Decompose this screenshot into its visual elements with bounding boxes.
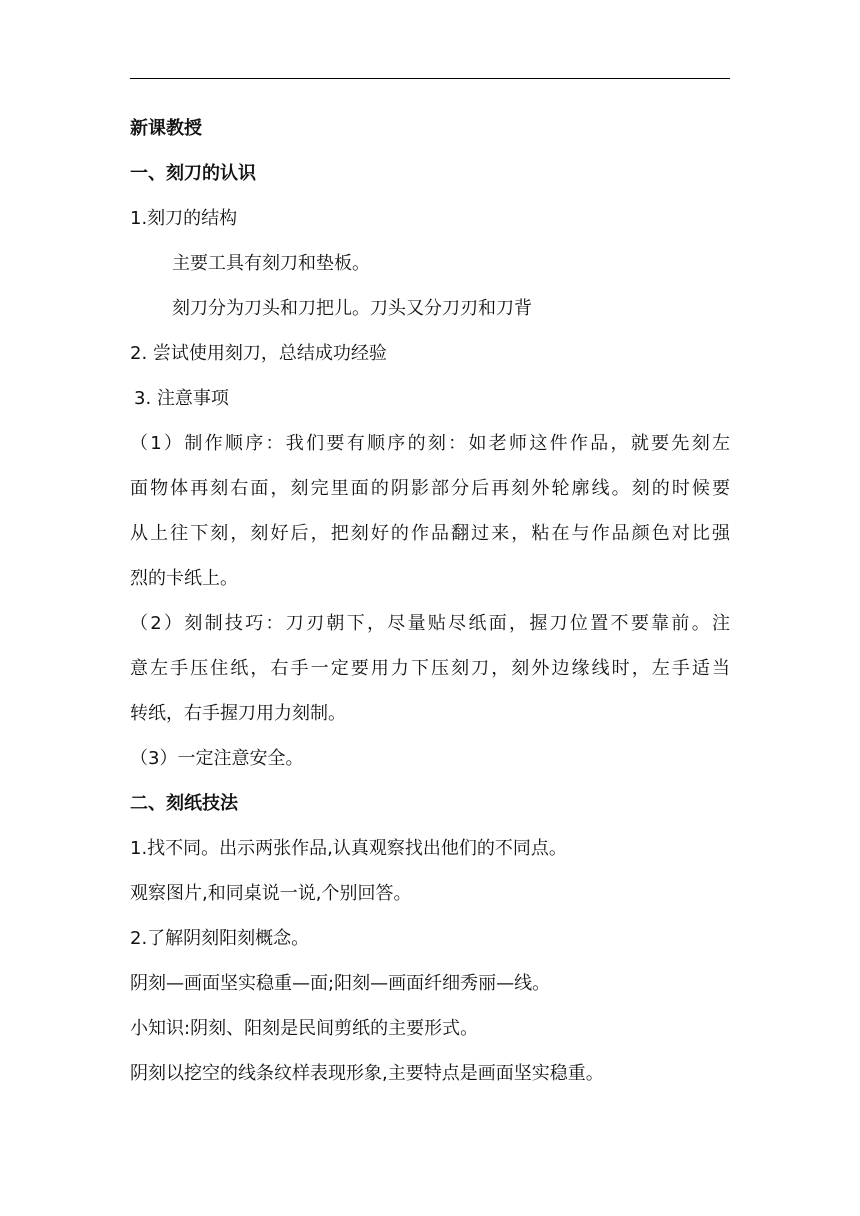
section1-title: 一、刻刀的认识	[130, 163, 256, 184]
document-body	[130, 110, 730, 1085]
header-rule	[130, 78, 730, 79]
section2-line2: 观察图片,和同桌说一说,个别回答。	[130, 883, 412, 904]
section1-item3-title: 3. 注意事项	[134, 388, 229, 409]
note1-line: 从上往下刻，刻好后，把刻好的作品翻过来，粘在与作品颜色对比强	[130, 523, 730, 544]
section2-line3: 2.了解阴刻阳刻概念。	[130, 928, 310, 949]
note1-line: 烈的卡纸上。	[130, 568, 238, 589]
note1-paragraph	[130, 433, 730, 590]
section1-item1-line1: 主要工具有刻刀和垫板。	[172, 253, 370, 274]
note2-line: 意左手压住纸，右手一定要用力下压刻刀，刻外边缘线时，左手适当	[130, 658, 730, 679]
heading-main: 新课教授	[130, 118, 202, 139]
section2-line4: 阴刻—画面坚实稳重—面;阳刻—画面纤细秀丽—线。	[130, 973, 551, 994]
section1-item1-title: 1.刻刀的结构	[130, 208, 238, 229]
section1-item1-line2: 刻刀分为刀头和刀把儿。刀头又分刀刃和刀背	[172, 298, 532, 319]
section2-line1: 1.找不同。出示两张作品,认真观察找出他们的不同点。	[130, 838, 567, 859]
note1-line: （1）制作顺序：我们要有顺序的刻：如老师这件作品，就要先刻左	[130, 433, 730, 454]
note2-paragraph	[130, 613, 730, 725]
section2-line5: 小知识:阴刻、阳刻是民间剪纸的主要形式。	[130, 1018, 479, 1039]
section2-title: 二、刻纸技法	[130, 793, 238, 814]
section2-line6: 阴刻以挖空的线条纹样表现形象,主要特点是画面坚实稳重。	[130, 1063, 604, 1084]
note2-line: （2）刻制技巧：刀刃朝下，尽量贴尽纸面，握刀位置不要靠前。注	[130, 613, 730, 634]
section1-item2-title: 2. 尝试使用刻刀，总结成功经验	[130, 343, 387, 364]
note1-line: 面物体再刻右面，刻完里面的阴影部分后再刻外轮廓线。刻的时候要	[130, 478, 730, 499]
note3: （3）一定注意安全。	[130, 748, 304, 769]
note2-line: 转纸，右手握刀用力刻制。	[130, 703, 346, 724]
